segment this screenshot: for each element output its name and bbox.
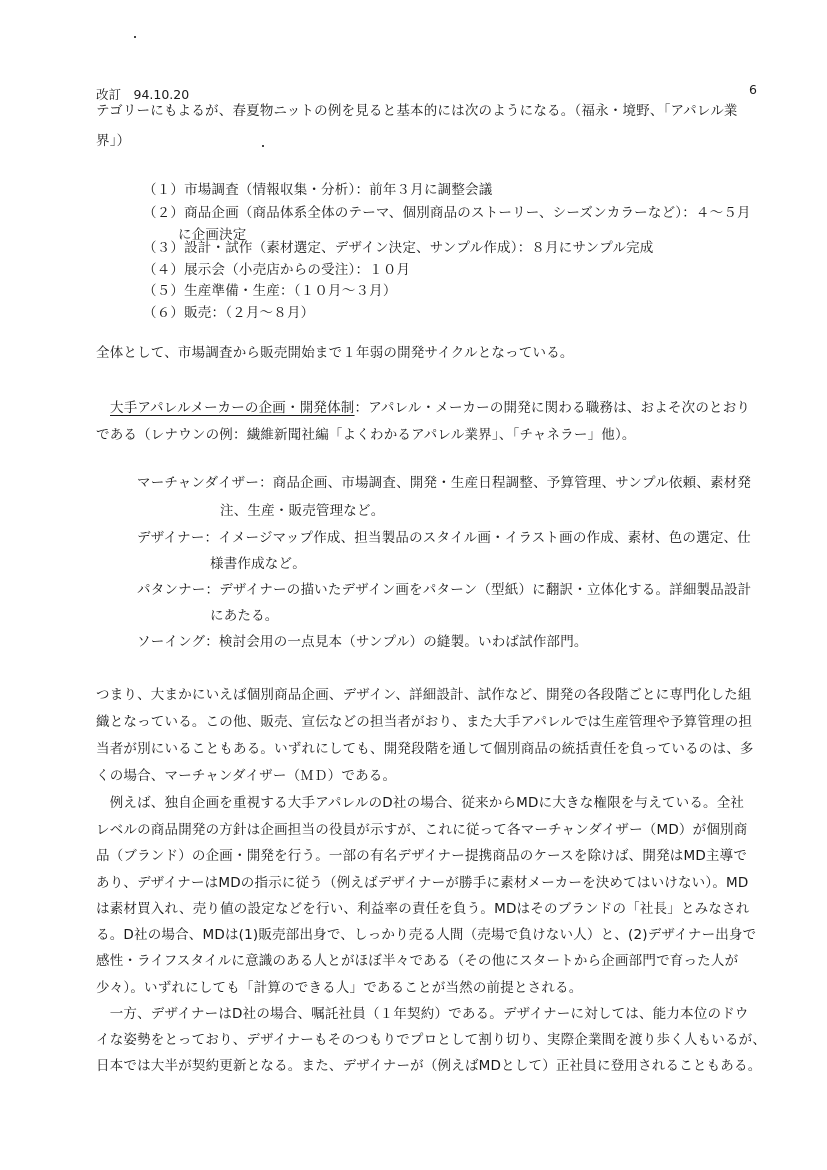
step-item: （３）設計・試作（素材選定、デザイン決定、サンプル作成）：８月にサンプル完成 [143, 240, 654, 256]
org-section-intro [110, 402, 750, 416]
org-section-line: である（レナウンの例：繊維新聞社編「よくわかるアパレル業界」、「チャネラー」他）。 [96, 427, 636, 443]
role-description-continuation: 様書作成など。 [210, 556, 306, 572]
body-line: 織となっている。この他、販売、宣伝などの担当者がおり、また大手アパレルでは生産管理や予算管理の担 [96, 714, 753, 730]
section-heading: 大手アパレルメーカーの企画・開発体制 [110, 400, 355, 416]
body-line: イな姿勢をとっており、デザイナーもそのつもりでプロとして割り切り、実際企業間を渡り歩く人もいるが、 [96, 1032, 767, 1048]
body-line: 当者が別にいることもある。いずれにしても、開発段階を通して個別商品の統括責任を負っているのは、多 [96, 741, 754, 757]
body-line: 品（ブランド）の企画・開発を行う。一部の有名デザイナー提携商品のケースを除けば、開発はMD主導で [96, 848, 748, 864]
step-item-continuation: に企画決定 [178, 227, 247, 243]
role-description: ソーイング：検討会用の一点見本（サンプル）の縫製。いわば試作部門。 [137, 634, 588, 650]
body-line: 感性・ライフスタイルに意識のある人とがほぼ半々である（その他にスタートから企画部門で育った人が [96, 953, 739, 969]
body-line: 少々）。いずれにしても「計算のできる人」であることが当然の前提とされる。 [96, 980, 583, 996]
scan-speck [134, 36, 136, 38]
body-line: あり、デザイナーはMDの指示に従う（例えばデザイナーが勝手に素材メーカーを決めてはいけない）。MD [96, 875, 749, 891]
page-number: 6 [749, 82, 757, 97]
body-line: レベルの商品開発の方針は企画担当の役員が示すが、これに従って各マーチャンダイザー（MD）が個別商 [96, 822, 748, 838]
revision-date: 改訂 94.10.20 [96, 87, 190, 102]
body-line: くの場合、マーチャンダイザー（ＭＤ）である。 [96, 768, 397, 784]
role-description: マーチャンダイザー：商品企画、市場調査、開発・生産日程調整、予算管理、サンプル依頼、素材発 [137, 475, 752, 491]
step-item: （２）商品企画（商品体系全体のテーマ、個別商品のストーリー、シーズンカラーなど）：４～５月 [143, 205, 751, 221]
body-line: 一方、デザイナーはD社の場合、嘱託社員（１年契約）である。デザイナーに対しては、能力本位のドウ [96, 1006, 749, 1022]
step-item: （５）生産準備・生産：（１０月～３月） [143, 283, 397, 299]
scan-speck [262, 145, 264, 147]
role-description: デザイナー：イメージマップ作成、担当製品のスタイル画・イラスト画の作成、素材、色の選定、仕 [137, 530, 751, 546]
intro-line: 界」） [96, 133, 131, 149]
step-item: （６）販売：（２月～８月） [143, 305, 315, 321]
body-line: つまり、大まかにいえば個別商品企画、デザイン、詳細設計、試作など、開発の各段階ごとに専門化した組 [96, 687, 752, 703]
role-description-continuation: にあたる。 [210, 608, 279, 624]
step-item: （１）市場調査（情報収集・分析）：前年３月に調整会議 [143, 182, 493, 198]
body-line: 例えば、独自企画を重視する大手アパレルのD社の場合、従来からMDに大きな権限を与えている。全社 [96, 795, 745, 811]
section-heading-rest: ：アパレル・メーカーの開発に関わる職務は、およそ次のとおり [354, 400, 751, 416]
role-description: パタンナー：デザイナーの描いたデザイン画をパターン（型紙）に翻訳・立体化する。詳細製品設計 [137, 582, 752, 598]
body-line: る。D社の場合、MDは(1)販売部出身で、しっかり売る人間（売場で負けない人）と、(2)デザイナー出身で [96, 927, 757, 943]
body-line: は素材買入れ、売り値の設定などを行い、利益率の責任を負う。MDはそのブランドの「社長」とみなされ [96, 901, 750, 917]
role-description-continuation: 注、生産・販売管理など。 [220, 503, 385, 519]
summary-line: 全体として、市場調査から販売開始まで１年弱の開発サイクルとなっている。 [96, 345, 574, 361]
body-line: 日本では大半が契約更新となる。また、デザイナーが（例えばMDとして）正社員に登用されることもある。 [96, 1058, 762, 1074]
intro-line: テゴリーにもよるが、春夏物ニットの例を見ると基本的には次のようになる。（福永・境野、「アパレル業 [96, 103, 738, 119]
step-item: （４）展示会（小売店からの受注）：１０月 [143, 262, 411, 278]
